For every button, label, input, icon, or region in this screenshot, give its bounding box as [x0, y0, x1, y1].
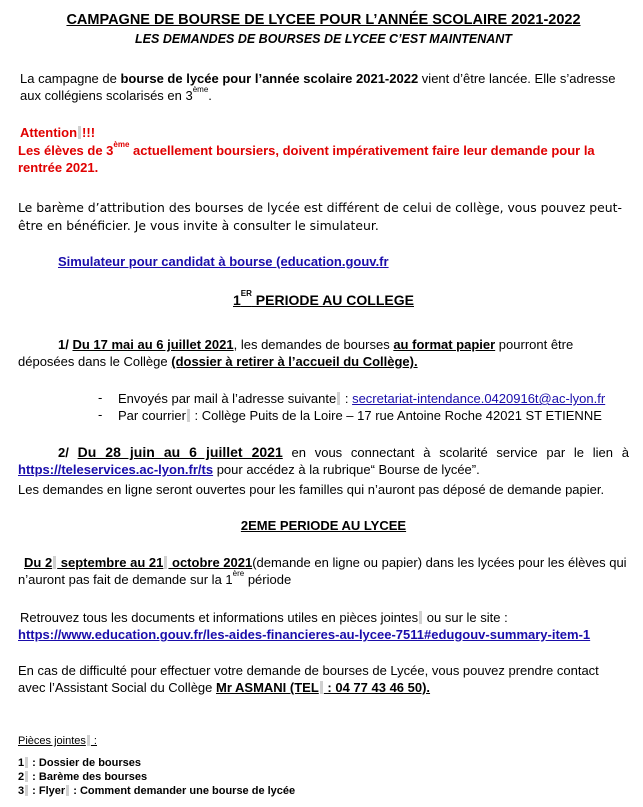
comment-marker — [78, 126, 81, 139]
intro-text-2: vient d’être lancée. Elle s’adresse aux collégiens scolarisés en 3 — [20, 71, 616, 103]
contact-text: En cas de difficulté pour effectuer votre demande de bourses de Lycée, vous pouvez prendre contact avec l’Assistant Social du Collège — [18, 663, 599, 695]
item2-dates: Du 28 juin au 6 juillet 2021 — [77, 444, 283, 460]
period1-heading — [18, 291, 629, 309]
comment-marker — [419, 611, 422, 624]
item1-text-1: , les demandes de bourses — [233, 337, 394, 352]
simulator-link[interactable]: Simulateur pour candidat à bourse (education.gouv.fr — [58, 254, 389, 269]
comment-marker — [66, 785, 69, 796]
comment-marker — [25, 785, 28, 796]
attachment-num: 2 — [18, 771, 25, 783]
comment-marker — [337, 392, 340, 405]
document-title: CAMPAGNE DE BOURSE DE LYCEE POUR L’ANNÉE SCOLAIRE 2021-2022 — [66, 12, 581, 28]
bullet-dash: - — [98, 390, 103, 405]
period2-text-1: (demande en ligne ou papier) dans les lycées pour les élèves qui n’auront pas fait de demande sur la 1 — [18, 555, 627, 587]
document-subtitle: LES DEMANDES DE BOURSES DE LYCEE C’EST MAINTENANT — [135, 32, 512, 46]
attachment-item — [18, 757, 629, 770]
attention-paragraph — [18, 142, 629, 176]
period2-paragraph — [18, 554, 629, 588]
simulator-link-line — [58, 253, 629, 270]
period2-sup: ère — [232, 569, 245, 578]
attachments-heading-text: Pièces jointes — [18, 735, 86, 747]
attachment-text: : Flyer — [29, 785, 66, 797]
attachments-heading-tail: : — [90, 735, 97, 747]
intro-text-3: . — [208, 88, 212, 103]
item2-num: 2/ — [58, 445, 69, 460]
attachment-text: : Dossier de bourses — [29, 757, 141, 769]
contact-name: Mr ASMANI (TEL — [216, 680, 319, 695]
attachment-text: : Barème des bourses — [29, 771, 148, 783]
intro-sup: ème — [192, 85, 209, 94]
comment-marker — [320, 681, 323, 694]
comment-marker — [87, 735, 90, 746]
period1-heading-num: 1 — [233, 292, 241, 308]
bullet-post-sep: : — [190, 408, 202, 423]
item1-format: au format papier — [393, 337, 496, 352]
bullet-dash: - — [98, 407, 103, 422]
contact-paragraph — [18, 662, 629, 696]
period2-date-1: Du 2 — [24, 555, 53, 570]
item2-text-1: en vous connectant à scolarité service par le lien à — [282, 445, 629, 460]
attention-text-2: actuellement boursiers, doivent impérativement faire leur demande pour la rentrée 2021. — [18, 143, 595, 175]
attachments-heading — [18, 735, 629, 748]
comment-marker — [164, 556, 167, 569]
period1-heading-sup: ER — [240, 289, 252, 298]
email-link[interactable]: secretariat-intendance.0420916t@ac-lyon.fr — [352, 391, 606, 406]
period1-item2-note: Les demandes en ligne seront ouvertes pour les familles qui n’auront pas déposé de demande papier. — [18, 482, 605, 497]
bullet-mail-text: Envoyés par mail à l’adresse suivante — [118, 391, 337, 406]
attachment-item — [18, 771, 629, 784]
bullet-mail — [118, 390, 629, 407]
item1-paren: (dossier à retirer à l’accueil du Collège). — [171, 354, 418, 369]
item1-text-2: pourront être déposées dans le Collège — [18, 337, 574, 369]
comment-marker — [25, 771, 28, 782]
comment-marker — [187, 409, 190, 422]
period1-item2 — [18, 444, 629, 478]
item2-text-2: pour accédez à la rubrique“ Bourse de lycée”. — [213, 462, 480, 477]
item1-num: 1/ — [58, 337, 69, 352]
period2-text-2: période — [244, 572, 292, 587]
period2-date-2: septembre au 21 — [57, 555, 164, 570]
period2-date-3: octobre 2021 — [168, 555, 253, 570]
postal-address: Collège Puits de la Loire – 17 rue Antoine Roche 42021 ST ETIENNE — [201, 408, 602, 423]
attention-marks: !!! — [82, 125, 96, 140]
comment-marker — [53, 556, 56, 569]
comment-marker — [25, 757, 28, 768]
attention-text-1: Les élèves de 3 — [18, 143, 114, 158]
teleservices-link[interactable]: https://teleservices.ac-lyon.fr/ts — [18, 462, 214, 477]
intro-text-1: La campagne de — [20, 71, 121, 86]
attention-label-line — [20, 124, 629, 141]
docs-text-2: ou sur le site : — [423, 610, 508, 625]
attention-sup: ème — [113, 140, 130, 149]
attachment-num: 1 — [18, 757, 25, 769]
education-link[interactable]: https://www.education.gouv.fr/les-aides-financieres-au-lycee-7511#edugouv-summary-item-1 — [18, 627, 591, 642]
attachment-num: 3 — [18, 785, 25, 797]
contact-phone: : 04 77 43 46 50). — [323, 680, 431, 695]
period1-heading-text: PERIODE AU COLLEGE — [251, 292, 414, 308]
bullet-mail-sep: : — [341, 391, 353, 406]
docs-link-line — [18, 626, 629, 643]
item1-dates: Du 17 mai au 6 juillet 2021 — [72, 337, 234, 352]
intro-paragraph — [20, 70, 629, 104]
bareme-paragraph: Le barème d’attribution des bourses de lycée est différent de celui de collège, vous pouvez peut-être en bénéficier. Je vous invite à consulter le simulateur. — [18, 200, 622, 233]
docs-line — [20, 609, 629, 626]
bullet-post — [118, 407, 629, 424]
period1-item1 — [18, 336, 629, 370]
intro-highlight: bourse de lycée pour l’année scolaire 2021-2022 — [120, 71, 419, 86]
period2-heading: 2EME PERIODE AU LYCEE — [240, 518, 407, 533]
attachment-item — [18, 785, 629, 798]
docs-text-1: Retrouvez tous les documents et informations utiles en pièces jointes — [20, 610, 419, 625]
attachment-tail: : Comment demander une bourse de lycée — [70, 785, 296, 797]
bullet-post-text: Par courrier — [118, 408, 186, 423]
attention-label: Attention — [20, 125, 78, 140]
